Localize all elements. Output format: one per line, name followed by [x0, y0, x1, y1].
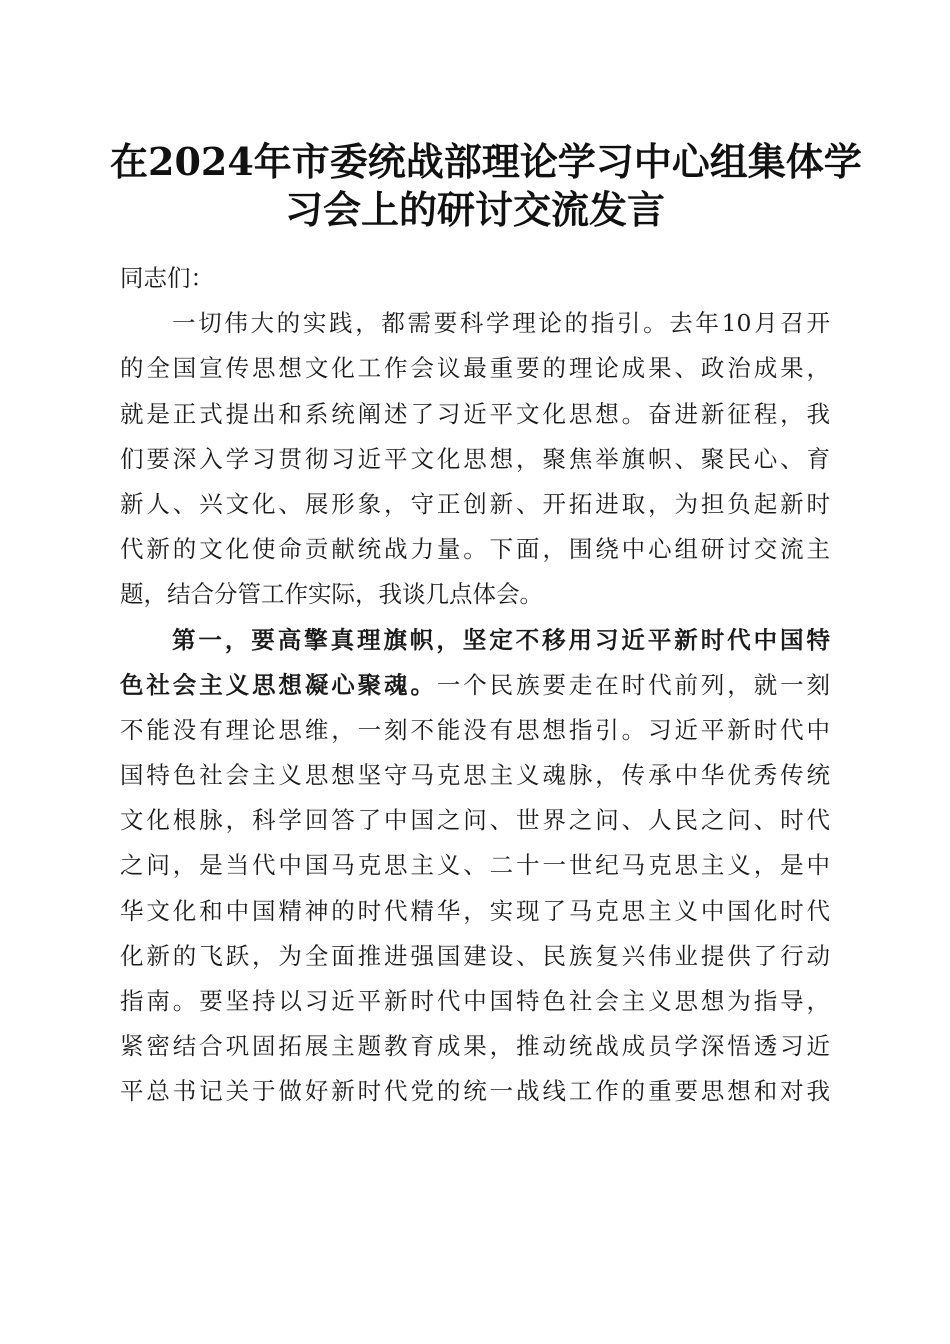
- paragraph-1-line: 就是正式提出和系统阐述了习近平文化思想。奋进新征程，我: [120, 399, 830, 428]
- paragraph-1-line: 的全国宣传思想文化工作会议最重要的理论成果、政治成果，: [120, 354, 830, 383]
- title-line-2: 习会上的研讨交流发言: [284, 187, 665, 232]
- paragraph-1-line: 们要深入学习贯彻习近平文化思想，聚焦举旗帜、聚民心、育: [120, 444, 830, 473]
- paragraph-2-line: 国特色社会主义思想坚守马克思主义魂脉，传承中华优秀传统: [120, 761, 830, 790]
- paragraph-2-line: 文化根脉，科学回答了中国之问、世界之问、人民之问、时代: [120, 806, 830, 835]
- paragraph-2-heading-end: 色社会主义思想凝心聚魂。: [120, 670, 437, 699]
- document-body: [120, 256, 830, 1115]
- paragraph-2-line: 不能没有理论思维，一刻不能没有思想指引。习近平新时代中: [120, 715, 830, 744]
- paragraph-1-line: 一切伟大的实践，都需要科学理论的指引。去年10月召开: [172, 309, 830, 338]
- paragraph-2-line: 指南。要坚持以习近平新时代中国特色社会主义思想为指导，: [120, 987, 830, 1015]
- paragraph-2-line: [120, 663, 830, 708]
- salutation: 同志们：: [120, 264, 214, 292]
- title-line-1: 在2024年市委统战部理论学习中心组集体学: [110, 139, 862, 184]
- paragraph-1-line: 代新的文化使命贡献统战力量。下面，围绕中心组研讨交流主: [120, 535, 830, 564]
- paragraph-1-line: 题，结合分管工作实际，我谈几点体会。: [120, 580, 543, 609]
- paragraph-2-line: 之问，是当代中国马克思主义、二十一世纪马克思主义，是中: [120, 851, 830, 880]
- paragraph-2-line: 化新的飞跃，为全面推进强国建设、民族复兴伟业提供了行动: [120, 941, 830, 970]
- paragraph-1-line: 新人、兴文化、展形象，守正创新、开拓进取，为担负起新时: [120, 489, 830, 518]
- paragraph-2-line: 平总书记关于做好新时代党的统一战线工作的重要思想和对我: [120, 1077, 830, 1106]
- paragraph-2-line: 华文化和中国精神的时代精华，实现了马克思主义中国化时代: [120, 896, 830, 925]
- paragraph-2: [120, 618, 830, 1115]
- paragraph-2-heading-line: 第一，要高擎真理旗帜，坚定不移用习近平新时代中国特: [172, 625, 830, 654]
- paragraph-1: [120, 301, 830, 617]
- paragraph-2-line-rest: 一个民族要走在时代前列，就一刻: [436, 670, 831, 699]
- paragraph-2-line: 紧密结合巩固拓展主题教育成果，推动统战成员学深悟透习近: [120, 1032, 830, 1061]
- document-title: [110, 138, 862, 234]
